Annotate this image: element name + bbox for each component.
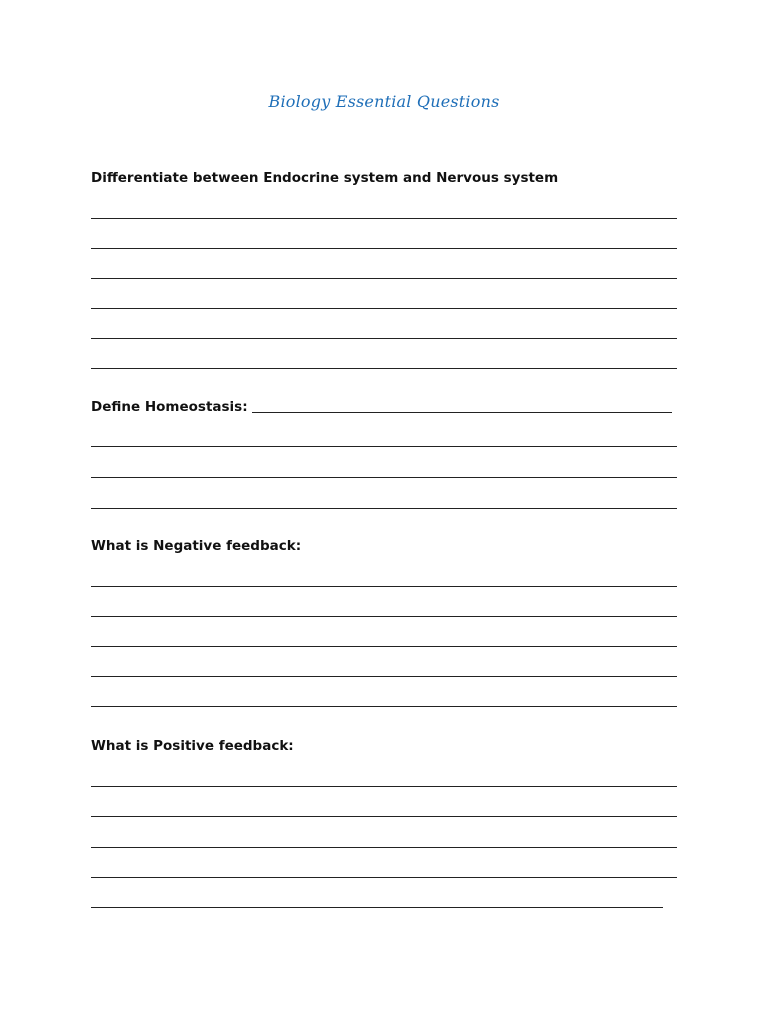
- answer-line[interactable]: [91, 877, 677, 878]
- answer-line[interactable]: [91, 616, 677, 617]
- answer-line[interactable]: [91, 907, 663, 908]
- answer-line[interactable]: [91, 477, 677, 478]
- answer-line[interactable]: [91, 816, 677, 817]
- page-title: Biology Essential Questions: [268, 92, 500, 111]
- answer-line[interactable]: [91, 508, 677, 509]
- question-endocrine-vs-nervous: Differentiate between Endocrine system and Nervous system: [91, 170, 559, 186]
- answer-line[interactable]: [91, 248, 677, 249]
- answer-line[interactable]: [91, 786, 677, 787]
- answer-line[interactable]: [91, 586, 677, 587]
- answer-line[interactable]: [91, 706, 677, 707]
- answer-line[interactable]: [91, 338, 677, 339]
- answer-line[interactable]: [91, 368, 677, 369]
- answer-line-inline[interactable]: [252, 412, 672, 413]
- question-define-homeostasis: Define Homeostasis:: [91, 399, 248, 415]
- answer-line[interactable]: [91, 278, 677, 279]
- answer-line[interactable]: [91, 646, 677, 647]
- answer-line[interactable]: [91, 308, 677, 309]
- question-positive-feedback: What is Positive feedback:: [91, 738, 294, 754]
- question-negative-feedback: What is Negative feedback:: [91, 538, 302, 554]
- answer-line[interactable]: [91, 676, 677, 677]
- answer-line[interactable]: [91, 446, 677, 447]
- answer-line[interactable]: [91, 847, 677, 848]
- answer-line[interactable]: [91, 218, 677, 219]
